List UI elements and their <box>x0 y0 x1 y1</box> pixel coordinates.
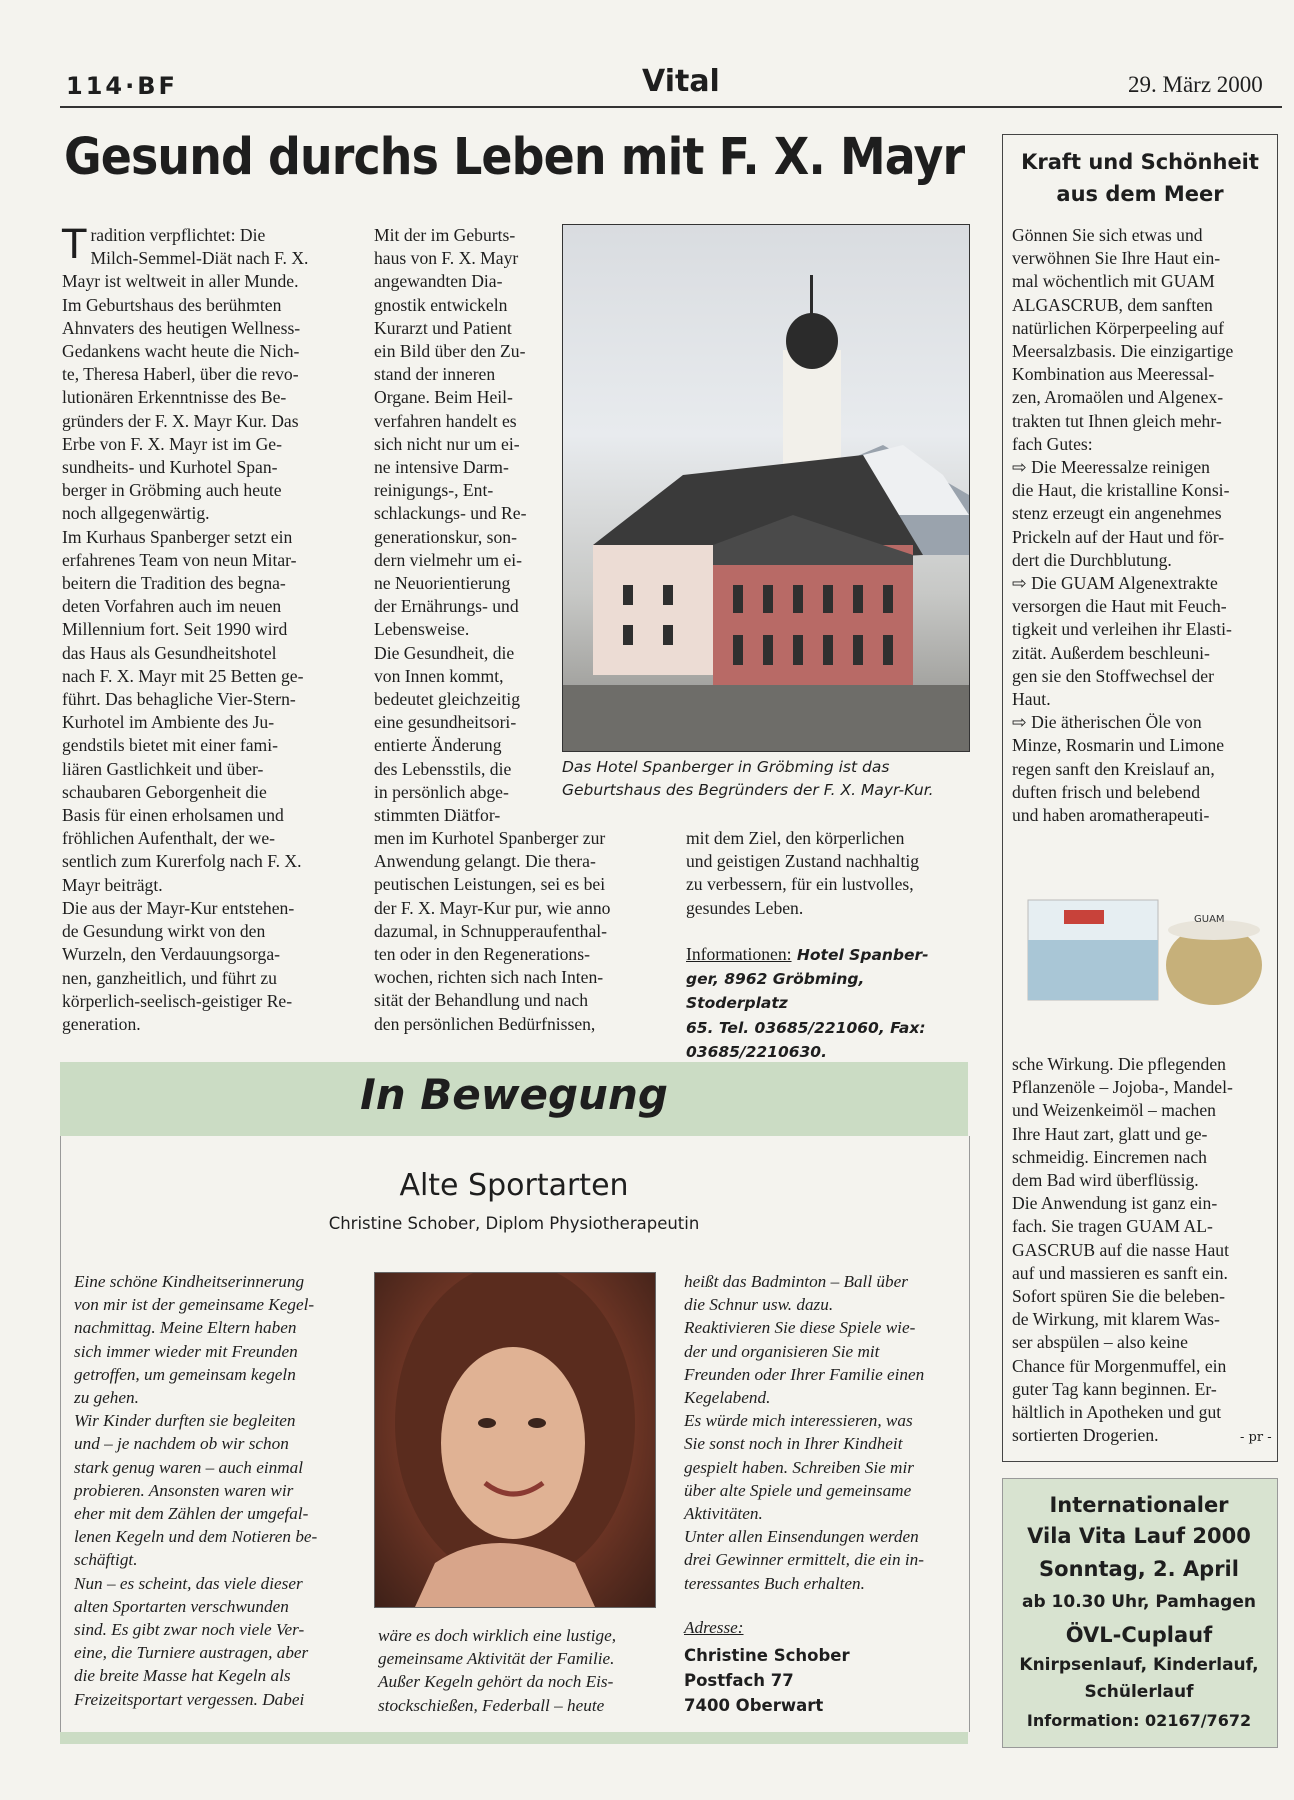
bewegung-column-2 <box>378 1624 658 1717</box>
text-line: die Haut, die kristalline Konsi- <box>1012 480 1230 501</box>
text-line: stand der inneren <box>374 364 496 385</box>
address-label: Adresse: <box>684 1618 744 1637</box>
text-line: gnostik entwickeln <box>374 294 508 315</box>
info-line: Hotel Spanber- <box>791 946 929 964</box>
text-line: berger in Gröbming auch heute <box>62 480 282 501</box>
text-line: gesundes Leben. <box>686 897 804 918</box>
text-line: lenen Kegeln und dem Notieren be- <box>74 1527 318 1547</box>
product-illustration <box>1024 880 1264 1008</box>
text-line: GASCRUB auf die nasse Haut <box>1012 1239 1229 1260</box>
text-line: Eine schöne Kindheitserinnerung <box>74 1272 305 1291</box>
text-line: alten Sportarten verschwunden <box>74 1596 289 1616</box>
text-line: Chance für Morgenmuffel, ein <box>1012 1355 1227 1376</box>
info-label: Informationen: <box>686 944 792 964</box>
text-line: ⇨ Die GUAM Algenextrakte <box>1012 573 1218 594</box>
text-line: sich nicht nur um ei- <box>374 433 520 454</box>
bewegung-bottom-band <box>60 1732 968 1744</box>
address-line: 7400 Oberwart <box>684 1696 824 1716</box>
text-line: Außer Kegeln gehört da noch Eis- <box>378 1672 614 1692</box>
text-line: teressantes Buch erhalten. <box>684 1573 865 1593</box>
bewegung-title: Alte Sportarten <box>399 1168 629 1203</box>
text-line: Sofort spüren Sie die beleben- <box>1012 1286 1226 1307</box>
text-line: Kegelabend. <box>684 1388 771 1408</box>
text-line: eher mit dem Zählen der umgefal- <box>74 1504 309 1524</box>
text-line: sität der Behandlung und nach <box>374 990 589 1011</box>
sidebar-text-2 <box>1012 1053 1276 1447</box>
dropcap: T <box>62 222 87 268</box>
text-line: Minze, Rosmarin und Limone <box>1012 735 1225 756</box>
text-line: fach. Sie tragen GUAM AL- <box>1012 1216 1213 1237</box>
text-line: Es würde mich interessieren, was <box>684 1411 913 1431</box>
text-line: drei Gewinner ermittelt, die ein in- <box>684 1550 924 1570</box>
text-line: dem Bad wird überflüssig. <box>1012 1170 1199 1191</box>
text-line: wochen, richten sich nach Inten- <box>374 967 604 988</box>
text-line: sche Wirkung. Die pflegenden <box>1012 1054 1226 1074</box>
text-line: Unter allen Einsendungen werden <box>684 1527 919 1547</box>
text-line: fröhlichen Aufenthalt, der we- <box>62 828 275 849</box>
address-block <box>684 1616 966 1718</box>
text-line: peutischen Leistungen, sei es bei <box>374 874 606 895</box>
bewegung-author: Christine Schober, Diplom Physiotherapeutin <box>328 1214 700 1233</box>
issue-date: 29. März 2000 <box>1128 72 1263 97</box>
text-line: von mir ist der gemeinsame Kegel- <box>74 1295 315 1315</box>
text-line: duften frisch und belebend <box>1012 781 1201 802</box>
text-line: sentlich zum Kurerfolg nach F. X. <box>62 851 302 872</box>
text-line: stark genug waren – auch einmal <box>74 1457 303 1477</box>
text-line: führt. Das behagliche Vier-Stern- <box>62 689 296 710</box>
article-column-3 <box>686 827 968 920</box>
text-line: schlackungs- und Re- <box>374 503 527 524</box>
text-line: und – je nachdem ob wir schon <box>74 1434 289 1454</box>
info-line: ger, 8962 Gröbming, Stoderplatz <box>686 970 865 1013</box>
text-line: noch allgegenwärtig. <box>62 503 210 524</box>
text-line: Meersalzbasis. Die einzigartige <box>1012 341 1234 362</box>
product-label: GUAM <box>1194 914 1225 925</box>
text-line: tigkeit und verleihen ihr Elasti- <box>1012 619 1232 640</box>
text-line: liären Gastlichkeit und über- <box>62 758 264 779</box>
text-line: nen, ganzheitlich, und führt zu <box>62 967 277 988</box>
text-line: fach Gutes: <box>1012 433 1093 454</box>
text-line: der Ernährungs- und <box>374 596 519 617</box>
article-column-2-continued <box>374 827 658 1036</box>
text-line: ein Bild über den Zu- <box>374 341 526 362</box>
article-column-2 <box>374 224 550 827</box>
event-text <box>1002 1490 1276 1736</box>
text-line: nachmittag. Meine Eltern haben <box>74 1318 297 1338</box>
text-line: ne Neuorientierung <box>374 573 511 594</box>
event-line: Sonntag, 2. April <box>1039 1557 1239 1581</box>
text-line: zität. Außerdem beschleuni- <box>1012 642 1210 663</box>
bewegung-column-1 <box>74 1270 356 1711</box>
bewegung-column-3 <box>684 1270 966 1595</box>
portrait-illustration <box>375 1273 655 1607</box>
text-line: der und organisieren Sie mit <box>684 1341 880 1361</box>
text-line: trakten tut Ihnen gleich mehr- <box>1012 410 1222 431</box>
text-line: reinigungs-, Ent- <box>374 480 494 501</box>
text-line: Freizeitsportart vergessen. Dabei <box>74 1689 305 1709</box>
text-line: generationskur, son- <box>374 526 517 547</box>
text-line: probieren. Ansonsten waren wir <box>74 1480 294 1500</box>
page-number: 114·BF <box>66 72 178 100</box>
text-line: zen, Aromaölen und Algenex- <box>1012 387 1224 408</box>
text-line: gendstils bietet mit einer fami- <box>62 735 278 756</box>
text-line: sortierten Drogerien. <box>1012 1425 1159 1446</box>
text-line: guter Tag kann beginnen. Er- <box>1012 1378 1217 1399</box>
text-line: zu verbessern, für ein lustvolles, <box>686 874 914 895</box>
event-line: Knirpsenlauf, Kinderlauf, <box>1019 1655 1259 1675</box>
text-line: ⇨ Die Meeressalze reinigen <box>1012 457 1210 478</box>
text-line: deten Vorfahren auch im neuen <box>62 596 282 617</box>
text-line: Wir Kinder durften sie begleiten <box>74 1411 296 1431</box>
text-line: Organe. Beim Heil- <box>374 387 513 408</box>
text-line: dert die Durchblutung. <box>1012 549 1172 570</box>
text-line: dern vielmehr um ei- <box>374 549 523 570</box>
text-line: Lebensweise. <box>374 619 470 640</box>
text-line: Erbe von F. X. Mayr ist im Ge- <box>62 433 282 454</box>
text-line: Gönnen Sie sich etwas und <box>1012 225 1203 245</box>
text-line: ten oder in den Regenerations- <box>374 944 590 965</box>
text-line: verfahren handelt es <box>374 410 517 431</box>
text-line: mit dem Ziel, den körperlichen <box>686 828 905 848</box>
photo-caption: Das Hotel Spanberger in Gröbming ist das Geburtshaus des Begründers der F. X. Mayr-Kur. <box>562 758 934 799</box>
text-line: Sie sonst noch in Ihrer Kindheit <box>684 1434 903 1454</box>
text-line: schäftigt. <box>74 1550 138 1570</box>
text-line: Die Anwendung ist ganz ein- <box>1012 1193 1218 1214</box>
hotel-photo <box>562 224 970 752</box>
text-line: nach F. X. Mayr mit 25 Betten ge- <box>62 665 304 686</box>
text-line: de Gesundung wirkt von den <box>62 921 266 942</box>
text-line: und geistigen Zustand nachhaltig <box>686 851 920 872</box>
text-line: Basis für einen erholsamen und <box>62 805 284 826</box>
text-line: sind. Es gibt zwar noch viele Ver- <box>74 1620 305 1640</box>
text-line: den persönlichen Bedürfnissen, <box>374 1013 596 1034</box>
text-line: über alte Spiele und gemeinsame <box>684 1480 912 1500</box>
text-line: Mayr beiträgt. <box>62 874 163 895</box>
text-line: Mit der im Geburts- <box>374 225 516 245</box>
text-line: bedeutet gleichzeitig <box>374 689 521 710</box>
text-line: hältlich in Apotheken und gut <box>1012 1402 1222 1423</box>
text-line: Prickeln auf der Haut und för- <box>1012 526 1225 547</box>
text-line: radition verpflichtet: Die <box>90 225 266 245</box>
header-rule <box>60 106 1282 108</box>
text-line: ALGASCRUB, dem sanften <box>1012 294 1213 315</box>
text-line: men im Kurhotel Spanberger zur <box>374 828 606 848</box>
text-line: Mayr ist weltweit in aller Munde. <box>62 271 299 292</box>
hotel-illustration <box>563 225 969 751</box>
text-line: Gedankens wacht heute die Nich- <box>62 341 300 362</box>
text-line: Anwendung gelangt. Die thera- <box>374 851 596 872</box>
text-line: te, Theresa Haberl, über die revo- <box>62 364 299 385</box>
info-line: 03685/2210630. <box>686 1042 827 1061</box>
text-line: eine gesundheitsori- <box>374 712 517 733</box>
text-line: Kombination aus Meeressal- <box>1012 364 1215 385</box>
text-line: gen sie den Stoffwechsel der <box>1012 665 1214 686</box>
text-line: erfahrenes Team von neun Mitar- <box>62 549 297 570</box>
text-line: Pflanzenöle – Jojoba-, Mandel- <box>1012 1077 1233 1098</box>
text-line: zu gehen. <box>74 1388 139 1408</box>
info-line: 65. Tel. 03685/221060, Fax: <box>686 1018 926 1037</box>
text-line: sich immer wieder mit Freunden <box>74 1341 298 1361</box>
text-line: gespielt haben. Schreiben Sie mir <box>684 1457 914 1477</box>
sidebar-pr-mark: - pr - <box>1240 1430 1272 1445</box>
text-line: haus von F. X. Mayr <box>374 248 519 269</box>
text-line: das Haus als Gesundheitshotel <box>62 642 277 663</box>
text-line: gemeinsame Aktivität der Familie. <box>378 1649 615 1669</box>
text-line: Aktivitäten. <box>684 1504 763 1524</box>
text-line: schmeidig. Eincremen nach <box>1012 1146 1207 1167</box>
text-line: Die Gesundheit, die <box>374 642 515 663</box>
text-line: Ihre Haut zart, glatt und ge- <box>1012 1123 1208 1144</box>
text-line: entierte Änderung <box>374 735 502 756</box>
text-line: der F. X. Mayr-Kur pur, wie anno <box>374 897 611 918</box>
text-line: Freunden oder Ihrer Familie einen <box>684 1364 925 1384</box>
text-line: ⇨ Die ätherischen Öle von <box>1012 712 1202 733</box>
text-line: körperlich-seelisch-geistiger Re- <box>62 990 293 1011</box>
text-line: in persönlich abge- <box>374 781 509 802</box>
text-line: die Schnur usw. dazu. <box>684 1295 834 1315</box>
text-line: und Weizenkeimöl – machen <box>1012 1100 1216 1121</box>
text-line: Im Kurhaus Spanberger setzt ein <box>62 526 293 547</box>
text-line: heißt das Badminton – Ball über <box>684 1272 908 1291</box>
event-line: Vila Vita Lauf 2000 <box>1027 1524 1251 1548</box>
text-line: Nun – es scheint, das viele dieser <box>74 1573 303 1593</box>
event-line: ÖVL-Cuplauf <box>1065 1623 1213 1647</box>
text-line: Ahnvaters des heutigen Wellness- <box>62 317 301 338</box>
section-title: Vital <box>642 64 720 99</box>
text-line: versorgen die Haut mit Feuch- <box>1012 596 1227 617</box>
text-line: wäre es doch wirklich eine lustige, <box>378 1626 617 1645</box>
text-line: de Wirkung, mit klarem Was- <box>1012 1309 1220 1330</box>
event-line: Schülerlauf <box>1084 1682 1194 1702</box>
text-line: des Lebensstils, die <box>374 758 512 779</box>
text-line: lutionären Erkenntnisse des Be- <box>62 387 287 408</box>
text-line: verwöhnen Sie Ihre Haut ein- <box>1012 248 1221 269</box>
text-line: dazumal, in Schnupperaufenthal- <box>374 920 608 941</box>
text-line: Im Geburtshaus des berühmten <box>62 294 282 315</box>
text-line: und haben aromatherapeuti- <box>1012 805 1210 826</box>
text-line: auf und massieren es sanft ein. <box>1012 1262 1228 1283</box>
article-headline: Gesund durchs Leben mit F. X. Mayr <box>64 128 965 187</box>
text-line: Milch-Semmel-Diät nach F. X. <box>90 248 309 269</box>
text-line: regen sanft den Kreislauf an, <box>1012 758 1215 779</box>
text-line: Kurarzt und Patient <box>374 317 512 338</box>
text-line: natürlichen Körperpeeling auf <box>1012 317 1225 338</box>
event-line: ab 10.30 Uhr, Pamhagen <box>1022 1592 1256 1612</box>
text-line: Kurhotel im Ambiente des Ju- <box>62 712 275 733</box>
address-line: Postfach 77 <box>684 1671 794 1691</box>
text-line: schaubaren Geborgenheit die <box>62 781 267 802</box>
text-line: Haut. <box>1012 689 1051 710</box>
text-line: ser abspülen – also keine <box>1012 1332 1188 1353</box>
text-line: Wurzeln, den Verdauungsorga- <box>62 944 281 965</box>
text-line: von Innen kommt, <box>374 665 504 686</box>
text-line: stockschießen, Federball – heute <box>378 1695 605 1715</box>
text-line: Reaktivieren Sie diese Spiele wie- <box>684 1318 916 1338</box>
text-line: Millennium fort. Seit 1990 wird <box>62 619 288 640</box>
text-line: stimmten Diätfor- <box>374 805 501 826</box>
text-line: gründers der F. X. Mayr Kur. Das <box>62 410 299 431</box>
article-column-1 <box>62 224 342 1036</box>
text-line: beitern die Tradition des begna- <box>62 573 286 594</box>
text-line: sundheits- und Kurhotel Span- <box>62 457 278 478</box>
text-line: mal wöchentlich mit GUAM <box>1012 271 1215 292</box>
text-line: stenz erzeugt ein angenehmes <box>1012 503 1222 524</box>
address-line: Christine Schober <box>684 1646 850 1666</box>
text-line: angewandten Dia- <box>374 271 503 292</box>
text-line: die breite Masse hat Kegeln als <box>74 1666 291 1686</box>
event-line: Information: 02167/7672 <box>1026 1711 1252 1730</box>
text-line: eine, die Turniere austragen, aber <box>74 1643 309 1663</box>
author-portrait <box>374 1272 656 1608</box>
text-line: ne intensive Darm- <box>374 457 509 478</box>
product-image <box>1024 880 1264 1008</box>
sidebar-text-1 <box>1012 224 1276 827</box>
sidebar-title: Kraft und Schönheit aus dem Meer <box>1021 150 1259 206</box>
text-line: Die aus der Mayr-Kur entstehen- <box>62 897 295 918</box>
text-line: getroffen, um gemeinsam kegeln <box>74 1364 296 1384</box>
event-line: Internationaler <box>1049 1493 1229 1517</box>
text-line: generation. <box>62 1013 141 1034</box>
section-band-title: In Bewegung <box>360 1070 668 1119</box>
